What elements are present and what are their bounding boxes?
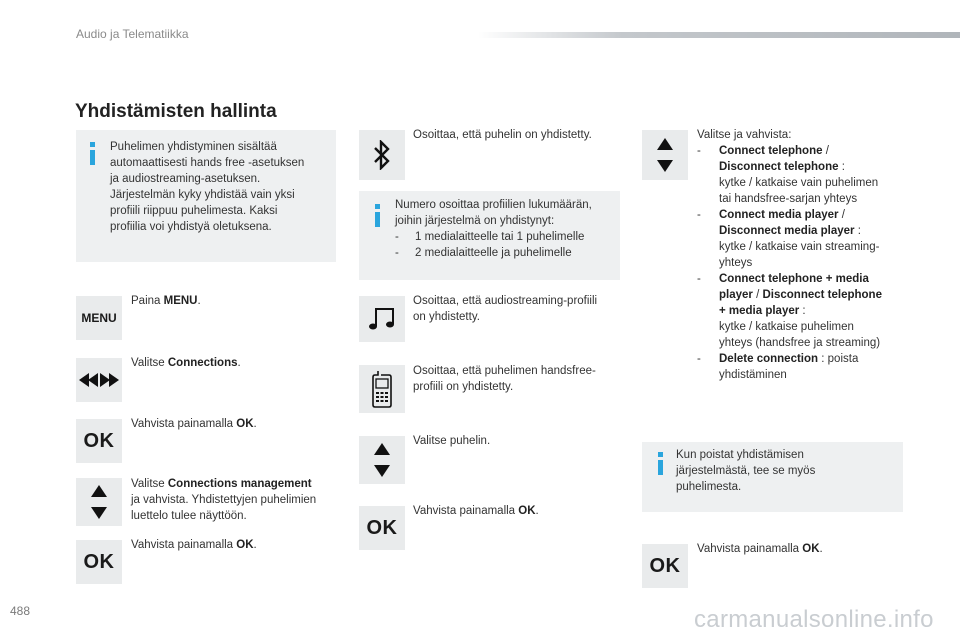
confirm-ok-text: Vahvista painamalla OK.: [413, 505, 539, 517]
phone-icon: [372, 370, 392, 408]
up-down-arrows-icon: [91, 485, 107, 519]
info-text: Numero osoittaa profiilien lukumäärän, joihin järjestelmä on yhdistynyt: - 1 medialaitteelle tai 1 puhelimelle - 2 medialaitteelle ja puhelimelle: [395, 199, 592, 259]
ok-button[interactable]: OK: [642, 544, 688, 588]
ok-button[interactable]: OK: [76, 540, 122, 584]
music-note-icon: [368, 307, 396, 331]
page-number: 488: [10, 604, 31, 618]
step-connections-management: Valitse Connections management ja vahvista. Yhdistettyjen puhelimien luettelo tulee näyttöön.: [131, 478, 317, 522]
bluetooth-text: Osoittaa, että puhelin on yhdistetty.: [413, 129, 592, 141]
step-confirm-ok: Vahvista painamalla OK.: [131, 418, 257, 430]
up-down-buttons[interactable]: [359, 436, 405, 484]
handsfree-text: Osoittaa, että puhelimen handsfree- profiili on yhdistetty.: [413, 365, 596, 393]
info-box-delete: [642, 442, 903, 512]
up-down-arrows-icon: [374, 443, 390, 477]
header-bar: [478, 32, 960, 38]
handsfree-indicator: [359, 365, 405, 413]
bluetooth-icon: [374, 140, 390, 170]
bluetooth-indicator: [359, 130, 405, 180]
section-header: Audio ja Telematiikka: [76, 27, 189, 41]
watermark: carmanualsonline.info: [694, 606, 934, 633]
page-title: Yhdistämisten hallinta: [75, 101, 277, 122]
menu-button[interactable]: MENU: [76, 296, 122, 340]
info-text: Puhelimen yhdistyminen sisältää automaattisesti hands free -asetuksen ja audiostreaming-asetuksen. Järjestelmän kyky yhdistää vain yksi profiili riippuu puhelimesta. Kaksi profiilia voi yhdistyä oletuksena.: [110, 141, 305, 233]
seek-buttons[interactable]: [76, 358, 122, 402]
ok-button[interactable]: OK: [76, 419, 122, 463]
up-down-buttons[interactable]: [642, 130, 688, 180]
audiostreaming-text: Osoittaa, että audiostreaming-profiili on yhdistetty.: [413, 295, 598, 323]
up-down-arrows-icon: [657, 138, 673, 172]
step-confirm-ok-2: Vahvista painamalla OK.: [131, 539, 257, 551]
up-down-buttons[interactable]: [76, 478, 122, 526]
confirm-ok-text: Vahvista painamalla OK.: [697, 543, 823, 555]
connection-options: Valitse ja vahvista: - Connect telephone / Disconnect telephone : kytke / katkaise vain puhelimen tai handsfree-sarjan yhteys - Connect media player / Disconnect media player : kytke / katkaise vain streaming- yhteys - Connect telephone + media player / Disconnect telephone + media player : kytke / katkaise puhelimen yhteys (handsfree ja streaming) - Delete connection : poista yhdistäminen: [697, 129, 882, 381]
prev-next-icon: [79, 373, 119, 387]
step-select-connections: Valitse Connections.: [131, 357, 241, 369]
music-indicator: [359, 296, 405, 342]
select-phone-text: Valitse puhelin.: [413, 435, 491, 447]
info-box-profiles: [359, 191, 620, 280]
ok-button[interactable]: OK: [359, 506, 405, 550]
info-box-connection: [76, 130, 336, 262]
step-press-menu: Paina MENU.: [131, 295, 201, 307]
info-text: Kun poistat yhdistämisen järjestelmästä, tee se myös puhelimesta.: [676, 449, 816, 493]
